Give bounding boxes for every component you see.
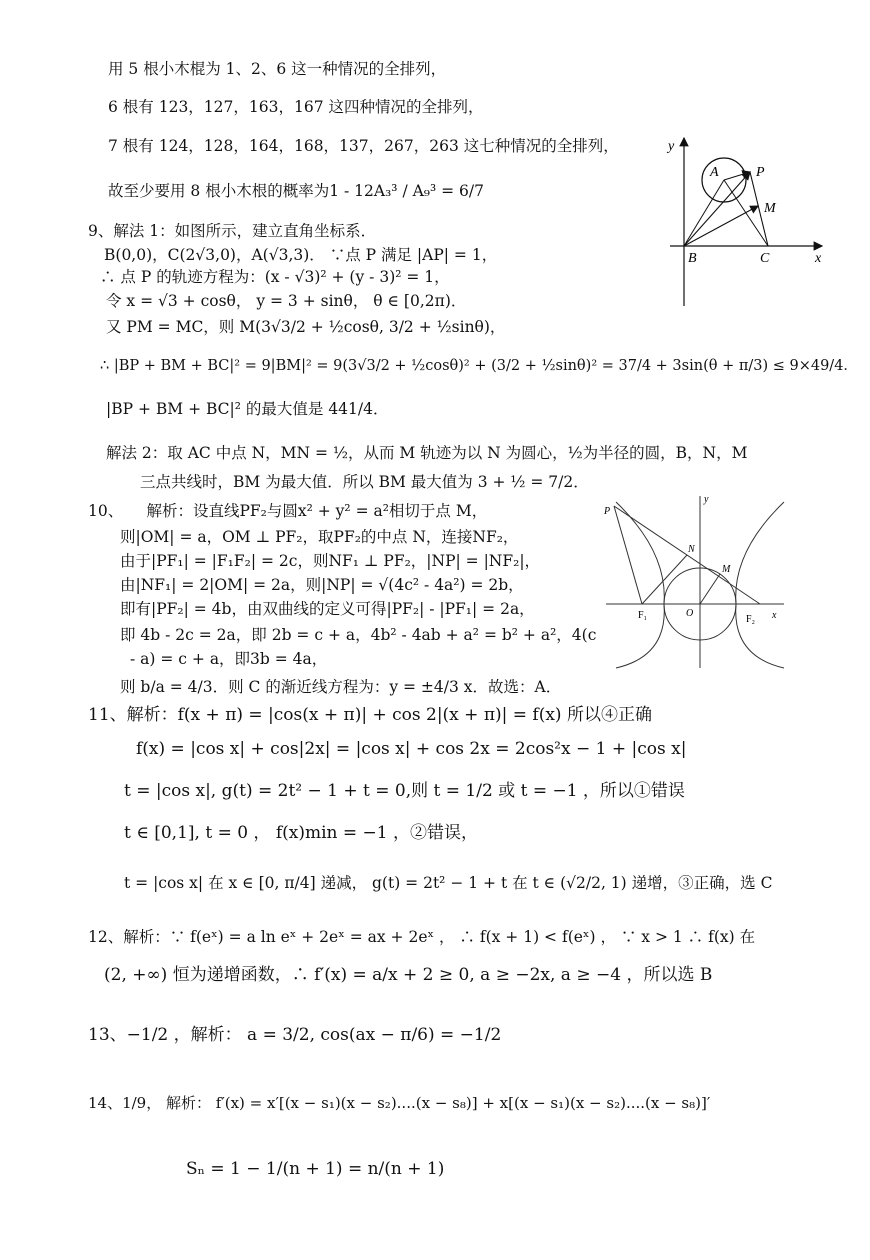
q10-line: 由|NF₁| = 2|OM| = 2a，则|NP| = √(4c² - 4a²) = 2b， (120, 576, 524, 594)
hyperbola-left-branch (616, 502, 664, 668)
q10-line: 则 b/a = 4/3．则 C 的渐近线方程为：y = ±4/3 x．故选：A． (120, 678, 562, 696)
q10-line: 则|OM| = a，OM ⊥ PF₂，取PF₂的中点 N，连接NF₂， (120, 528, 519, 546)
figure-q10-hyperbola-diagram (596, 492, 796, 670)
line-pf1 (614, 506, 642, 604)
text-line: 故至少要用 8 根小木根的概率为1 - 12A₃³ / A₉³ = 6/7 (108, 182, 484, 200)
label-n: N (688, 544, 695, 555)
q9-line: B(0,0)，C(2√3,0)，A(√3,3)． ∵点 P 满足 |AP| = 1， (104, 246, 498, 264)
label-a: A (710, 165, 719, 180)
q11-line: 11、解析：f(x + π) = |cos(x + π)| + cos 2|(x + π)| = f(x) 所以④正确 (88, 705, 652, 725)
q9-line: 令 x = √3 + cosθ， y = 3 + sinθ， θ ∈ [0,2π)． (106, 292, 467, 310)
q10-line: 即 4b - 2c = 2a，即 2b = c + a，4b² - 4ab + a² = b² + a²，4(c (120, 626, 597, 644)
q10-line: - a) = c + a，即3b = 4a， (130, 650, 328, 668)
q11-line: t = |cos x|, g(t) = 2t² − 1 + t = 0,则 t = 1/2 或 t = −1 ，所以①错误 (124, 781, 685, 801)
label-b: B (688, 251, 697, 266)
label-x: x (815, 251, 822, 266)
q9-line: 9、解法 1：如图所示，建立直角坐标系． (88, 222, 377, 240)
hyperbola-right-branch (736, 502, 784, 668)
q10-line: 即有|PF₂| = 4b，由双曲线的定义可得|PF₂| - |PF₁| = 2a， (120, 600, 535, 618)
q10-line: 10、 解析：设直线PF₂与圆x² + y² = a²相切于点 M， (88, 502, 488, 520)
q12-line: (2, +∞) 恒为递增函数，∴ f′(x) = a/x + 2 ≥ 0, a ≥ −2x, a ≥ −4 ，所以选 B (104, 965, 713, 985)
line-om (700, 574, 720, 604)
label-m: M (764, 201, 776, 216)
label-y: y (668, 139, 675, 154)
q10-line: 由于|PF₁| = |F₁F₂| = 2c，则NF₁ ⊥ PF₂，|NP| = |NF₂|， (120, 552, 541, 570)
label-c: C (760, 251, 770, 266)
q14-line: Sₙ = 1 − 1/(n + 1) = n/(n + 1) (186, 1159, 445, 1179)
label-m: M (722, 564, 731, 575)
segment-bm (684, 206, 758, 246)
q9-line: ∴ 点 P 的轨迹方程为：(x - √3)² + (y - 3)² = 1， (100, 268, 450, 286)
segment-ac (724, 180, 768, 246)
label-o: O (686, 608, 694, 619)
q9-line: 又 PM = MC，则 M(3√3/2 + ½cosθ, 3/2 + ½sinθ)， (106, 318, 506, 336)
q12-line: 12、解析：∵ f(eˣ) = a ln eˣ + 2eˣ = ax + 2eˣ ， ∴ f(x + 1) < f(eˣ) ， ∵ x > 1 ∴ f(x) 在 (88, 928, 756, 946)
q11-line: t ∈ [0,1], t = 0 ， f(x)min = −1 ，②错误， (124, 823, 479, 843)
label-y: y (704, 494, 709, 505)
text-line: 用 5 根小木棍为 1、2、6 这一种情况的全排列， (108, 60, 447, 78)
label-f2: F₂ (746, 614, 756, 625)
label-p: P (604, 506, 611, 517)
text-line: 6 根有 123，127，163，167 这四种情况的全排列， (108, 98, 484, 116)
text-line: 7 根有 124，128，164，168，137，267，263 这七种情况的全排列， (108, 137, 619, 155)
q11-line: t = |cos x| 在 x ∈ [0, π/4] 递减， g(t) = 2t² − 1 + t 在 t ∈ (√2/2, 1) 递增，③正确，选 C (124, 874, 773, 892)
q9-line: 三点共线时，BM 为最大值．所以 BM 最大值为 3 + ½ = 7/2． (140, 473, 589, 491)
label-f1: F₁ (638, 610, 648, 621)
q9-line: 解法 2：取 AC 中点 N，MN = ½，从而 M 轨迹为以 N 为圆心，½为半径的圆，B，N，M (106, 444, 748, 462)
q11-line: f(x) = |cos x| + cos|2x| = |cos x| + cos 2x = 2cos²x − 1 + |cos x| (136, 739, 687, 759)
segment-bp (684, 172, 750, 246)
q9-line: ∴ |BP + BM + BC|² = 9|BM|² = 9(3√3/2 + ½cosθ)² + (3/2 + ½sinθ)² = 37/4 + 3sin(θ + π/3) ≤ 9×49/4． (100, 358, 858, 374)
label-x: x (772, 610, 777, 621)
q13-line: 13、−1/2 ，解析： a = 3/2, cos(ax − π/6) = −1/2 (88, 1025, 502, 1045)
figure-q9-coordinate-diagram (660, 130, 830, 310)
label-p: P (756, 165, 765, 180)
q9-line: |BP + BM + BC|² 的最大值是 441/4． (106, 400, 389, 418)
q14-line: 14、1/9， 解析： f′(x) = x′[(x − s₁)(x − s₂)....(x − s₈)] + x[(x − s₁)(x − s₂)....(x − s₈)]′ (88, 1094, 711, 1112)
